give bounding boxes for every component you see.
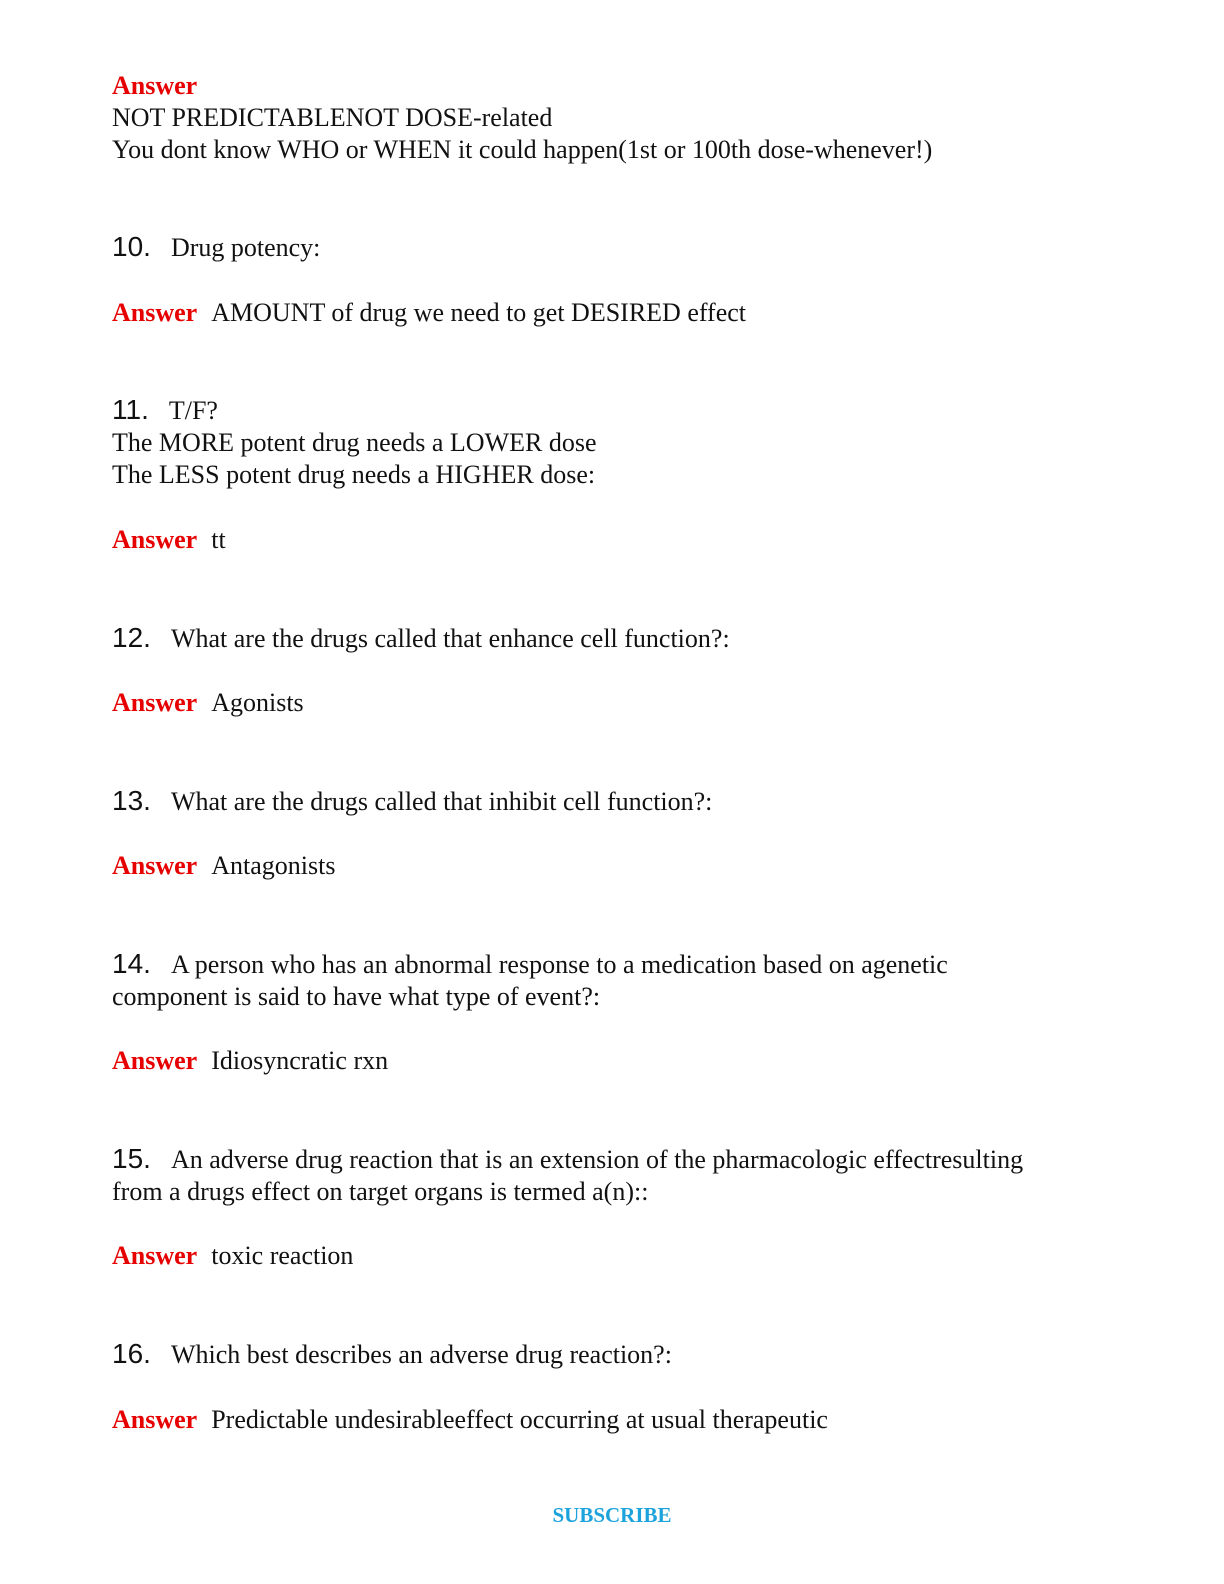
question-text: T/F? xyxy=(168,396,218,425)
question-number: 16. xyxy=(112,1338,151,1369)
question-16 xyxy=(112,1338,672,1371)
answer-label: Answer xyxy=(112,298,198,327)
question-12 xyxy=(112,622,730,655)
answer-14 xyxy=(112,1045,388,1077)
answer-label: Answer xyxy=(112,71,198,100)
answer-label: Answer xyxy=(112,1046,198,1075)
question-number: 13. xyxy=(112,785,151,816)
subscribe-link[interactable]: SUBSCRIBE xyxy=(552,1503,672,1527)
question-text: A person who has an abnormal response to a medication based on agenetic xyxy=(170,950,948,979)
answer-12 xyxy=(112,687,304,719)
answer-label: Answer xyxy=(112,851,198,880)
answer-text: Agonists xyxy=(211,688,304,717)
answer-text: Idiosyncratic rxn xyxy=(211,1046,389,1075)
question-text: The MORE potent drug needs a LOWER dose xyxy=(112,428,597,457)
question-text: component is said to have what type of event?: xyxy=(112,982,601,1011)
question-text: Drug potency: xyxy=(170,233,321,262)
question-14 xyxy=(112,948,948,1013)
question-11 xyxy=(112,394,597,491)
answer-13 xyxy=(112,850,335,882)
question-number: 15. xyxy=(112,1143,151,1174)
answer-text: Predictable undesirableeffect occurring at usual therapeutic xyxy=(211,1405,828,1434)
answer-15 xyxy=(112,1240,353,1272)
answer-text: Antagonists xyxy=(211,851,336,880)
question-15 xyxy=(112,1143,1023,1208)
intro-answer-line: NOT PREDICTABLENOT DOSE-related xyxy=(112,103,553,132)
answer-text: tt xyxy=(211,525,226,554)
answer-10 xyxy=(112,297,746,329)
question-text: What are the drugs called that inhibit cell function?: xyxy=(170,787,713,816)
answer-16 xyxy=(112,1404,828,1436)
question-text: Which best describes an adverse drug reaction?: xyxy=(170,1340,672,1369)
question-text: from a drugs effect on target organs is termed a(n):: xyxy=(112,1177,649,1206)
question-number: 11. xyxy=(112,394,149,425)
question-number: 10. xyxy=(112,231,151,262)
answer-text: AMOUNT of drug we need to get DESIRED effect xyxy=(211,298,747,327)
answer-text: toxic reaction xyxy=(211,1241,354,1270)
answer-label: Answer xyxy=(112,525,198,554)
intro-answer-line: You dont know WHO or WHEN it could happen(1st or 100th dose-whenever!) xyxy=(112,135,933,164)
answer-label: Answer xyxy=(112,1405,198,1434)
question-10 xyxy=(112,231,320,264)
question-text: The LESS potent drug needs a HIGHER dose: xyxy=(112,460,596,489)
question-13 xyxy=(112,785,712,818)
answer-label: Answer xyxy=(112,688,198,717)
question-number: 14. xyxy=(112,948,151,979)
answer-label: Answer xyxy=(112,1241,198,1270)
question-text: What are the drugs called that enhance cell function?: xyxy=(170,624,730,653)
intro-answer-block xyxy=(112,70,932,166)
answer-11 xyxy=(112,524,226,556)
question-number: 12. xyxy=(112,622,151,653)
question-text: An adverse drug reaction that is an extension of the pharmacologic effectresulting xyxy=(170,1145,1024,1174)
